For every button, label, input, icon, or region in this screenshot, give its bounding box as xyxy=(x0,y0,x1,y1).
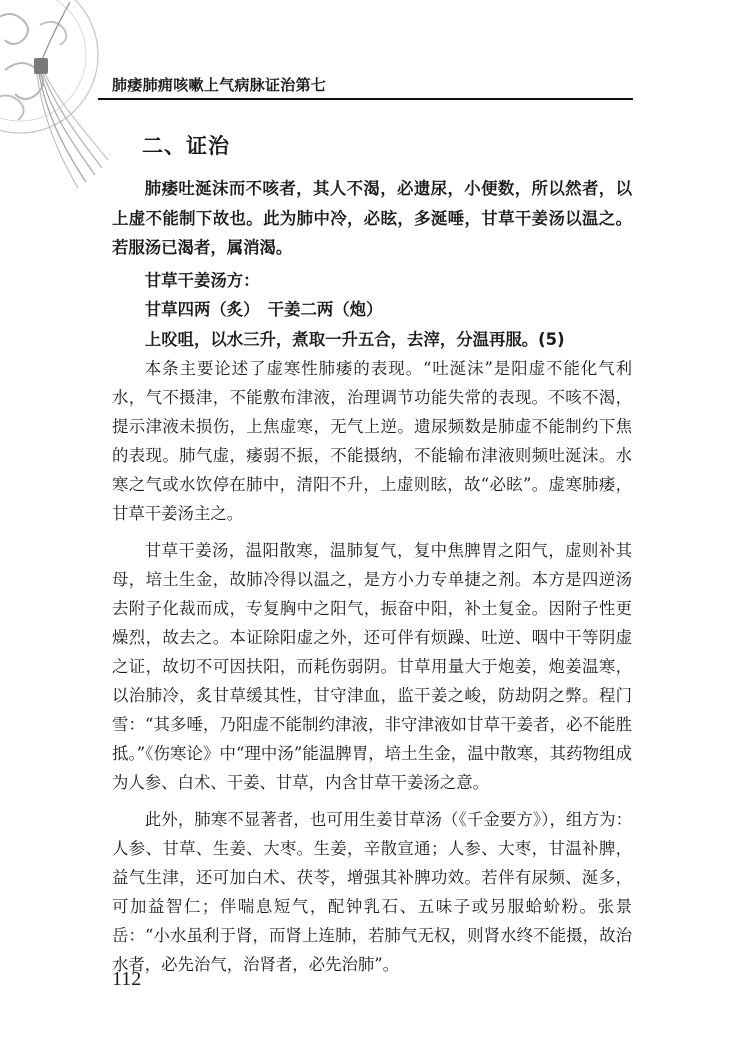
commentary-paragraph: 甘草干姜汤，温阳散寒，温肺复气，复中焦脾胃之阳气，虚则补其母，培土生金，故肺冷得以温之，是方小力专单捷之剂。本方是四逆汤去附子化裁而成，专复胸中之阳气，振奋中阳，补土复金。因附子性更燥烈，故去之。本证除阳虚之外，还可伴有烦躁、吐逆、咽中干等阴虚之证，故切不可因扶阳，而耗伤弱阴。甘草用量大于炮姜，炮姜温寒，以治肺冷，炙甘草缓其性，甘守津血，监干姜之峻，防劫阴之弊。程门雪：“其多唾，乃阳虚不能制约津液，非守津液如甘草干姜者，必不能胜抵。”《伤寒论》中“理中汤”能温脾胃，培土生金，温中散寒，其药物组成为人参、白术、干姜、甘草，内含甘草干姜汤之意。 xyxy=(112,541,632,792)
header-rule xyxy=(98,98,633,100)
body-text xyxy=(112,174,632,979)
formula-name: 甘草干姜汤方： xyxy=(144,270,260,290)
original-clause: 肺痿吐涎沫而不咳者，其人不渴，必遗尿，小便数，所以然者，以上虚不能制下故也。此为肺中冷，必眩，多涎唾，甘草干姜汤以温之。若服汤已渴者，属消渴。 xyxy=(112,179,632,257)
page-number: 112 xyxy=(112,968,142,990)
running-header: 肺痿肺痈咳嗽上气病脉证治第七 xyxy=(112,76,327,94)
corner-ornament-icon xyxy=(0,0,130,200)
formula-ingredients: 甘草四两（炙） 干姜二两（炮） xyxy=(144,300,383,319)
section-title: 二、证治 xyxy=(142,134,230,158)
commentary-paragraph: 此外，肺寒不显著者，也可用生姜甘草汤（《千金要方》），组方为：人参、甘草、生姜、大枣。生姜，辛散宣通；人参、大枣，甘温补脾，益气生津，还可加白术、茯苓，增强其补脾功效。若伴有尿频、涎多，可加益智仁；伴喘息短气，配钟乳石、五味子或另服蛤蚧粉。张景岳：“小水虽利于肾，而肾上连肺，若肺气无权，则肾水终不能摄，故治水者，必先治气，治肾者，必先治肺”。 xyxy=(112,810,632,974)
formula-method: 上㕮咀，以水三升，煮取一升五合，去滓，分温再服。(5) xyxy=(144,329,565,349)
commentary-paragraph: 本条主要论述了虚寒性肺痿的表现。“吐涎沫”是阳虚不能化气利水，气不摄津，不能敷布津液，治理调节功能失常的表现。不咳不渴，提示津液未损伤，上焦虚寒，无气上逆。遗尿频数是肺虚不能制约下焦的表现。肺气虚，痿弱不振，不能摄纳，不能输布津液则频吐涎沫。水寒之气或水饮停在肺中，清阳不升，上虚则眩，故“必眩”。虚寒肺痿，甘草干姜汤主之。 xyxy=(112,359,632,523)
